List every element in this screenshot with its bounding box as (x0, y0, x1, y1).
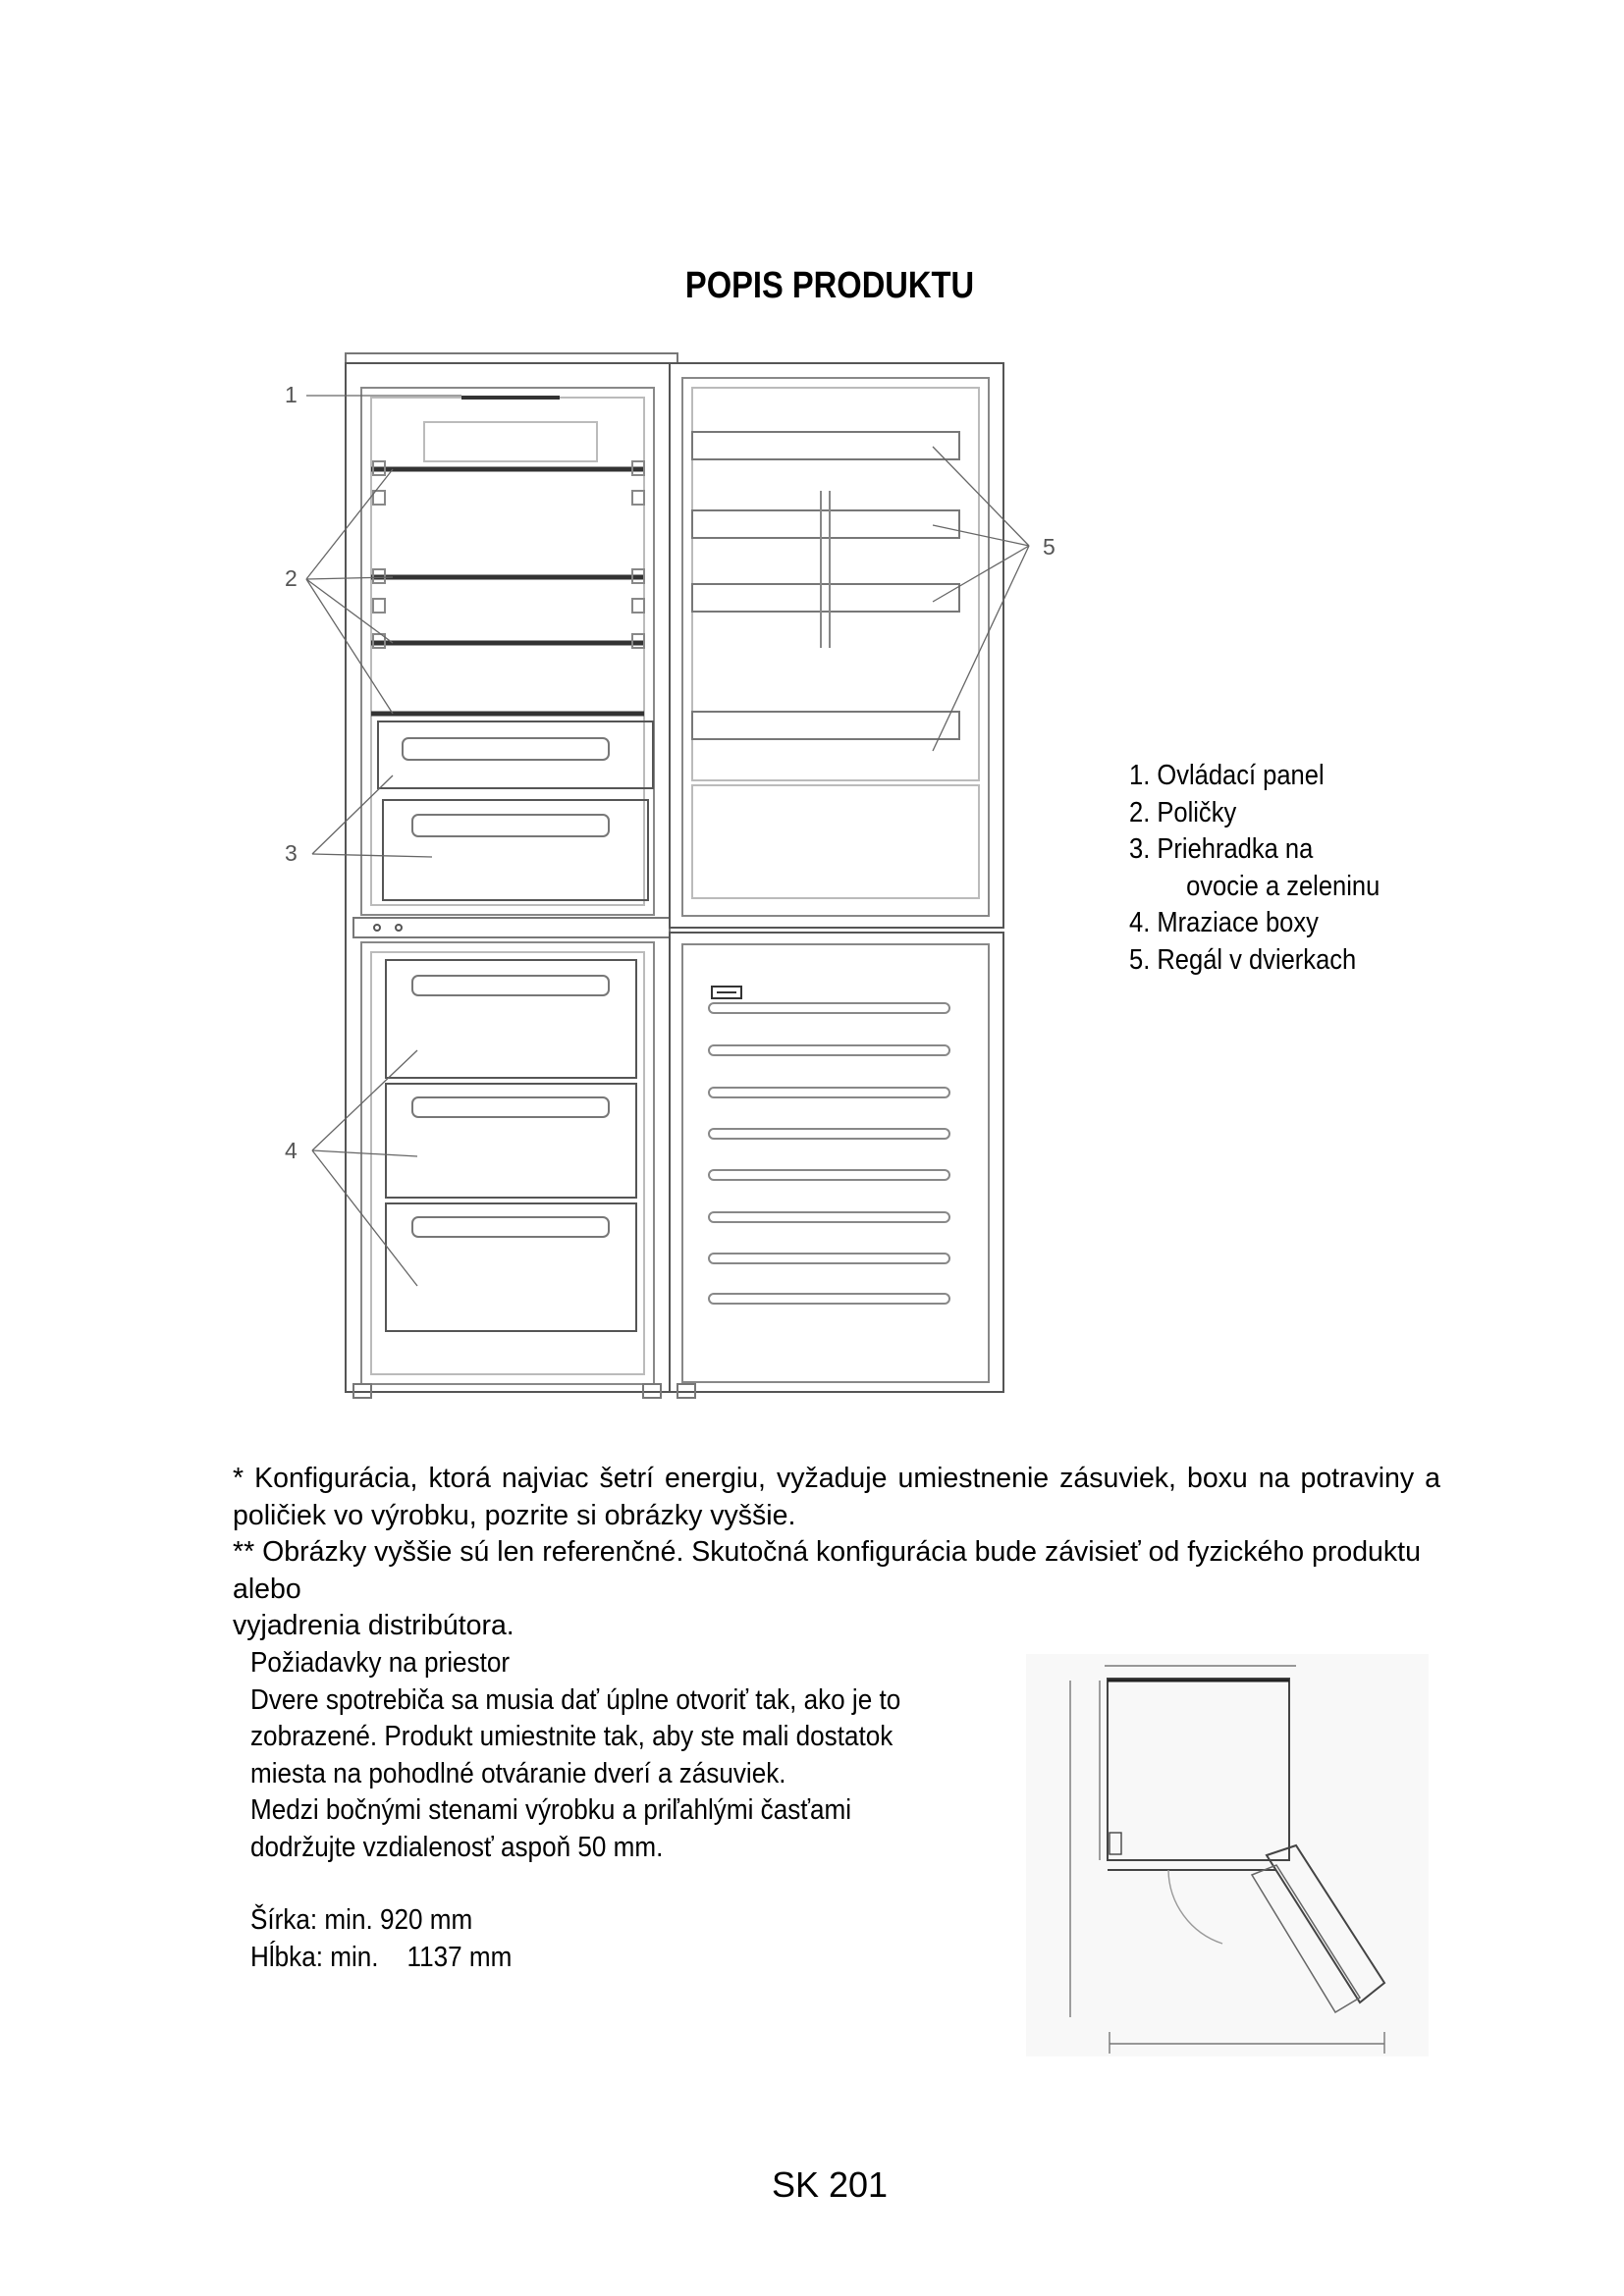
callout-2: 2 (285, 565, 298, 591)
page-number: SK 201 (771, 2164, 889, 2205)
space-line: Dvere spotrebiča sa musia dať úplne otvoriť tak, ako je to (250, 1683, 901, 1716)
callout-4: 4 (285, 1138, 298, 1163)
min-width: Šírka: min. 920 mm (250, 1904, 473, 1936)
note-1-line-1: * Konfigurácia, ktorá najviac šetrí energiu, vyžaduje umiestnenie zásuviek, boxu na potraviny a (233, 1463, 1440, 1494)
parts-legend (1129, 758, 1380, 979)
callout-1: 1 (285, 382, 298, 407)
note-2-line-2: vyjadrenia distribútora. (233, 1610, 514, 1641)
clearance-diagram (1026, 1654, 1434, 2061)
notes (233, 1461, 1440, 1645)
space-line: miesta na pohodlné otváranie dverí a zásuviek. (250, 1757, 786, 1789)
space-line: Medzi bočnými stenami výrobku a priľahlými časťami (250, 1794, 852, 1826)
page-title: POPIS PRODUKTU (684, 265, 975, 306)
space-line: zobrazené. Produkt umiestnite tak, aby ste mali dostatok (250, 1721, 893, 1752)
space-requirements (250, 1645, 940, 1976)
legend-item-crisper-cont: ovocie a zeleninu (1186, 870, 1380, 902)
fridge-diagram (275, 344, 1080, 1414)
legend-item-crisper: 3. Priehradka na (1129, 833, 1314, 865)
note-2-line-1: ** Obrázky vyššie sú len referenčné. Skutočná konfigurácia bude závisieť od fyzického produktu alebo (233, 1536, 1421, 1605)
legend-item-shelves: 2. Poličky (1129, 796, 1237, 828)
space-heading: Požiadavky na priestor (250, 1647, 511, 1679)
legend-item-control-panel: 1. Ovládací panel (1129, 760, 1325, 791)
callout-5: 5 (1043, 534, 1056, 560)
min-depth: Hĺbka: min. 1137 mm (250, 1941, 513, 1973)
callout-3: 3 (285, 840, 298, 866)
legend-item-freezer-boxes: 4. Mraziace boxy (1129, 907, 1319, 938)
legend-item-door-rack: 5. Regál v dvierkach (1129, 943, 1357, 976)
note-1-line-2: poličiek vo výrobku, pozrite si obrázky vyššie. (233, 1499, 796, 1531)
space-line: dodržujte vzdialenosť aspoň 50 mm. (250, 1831, 664, 1863)
